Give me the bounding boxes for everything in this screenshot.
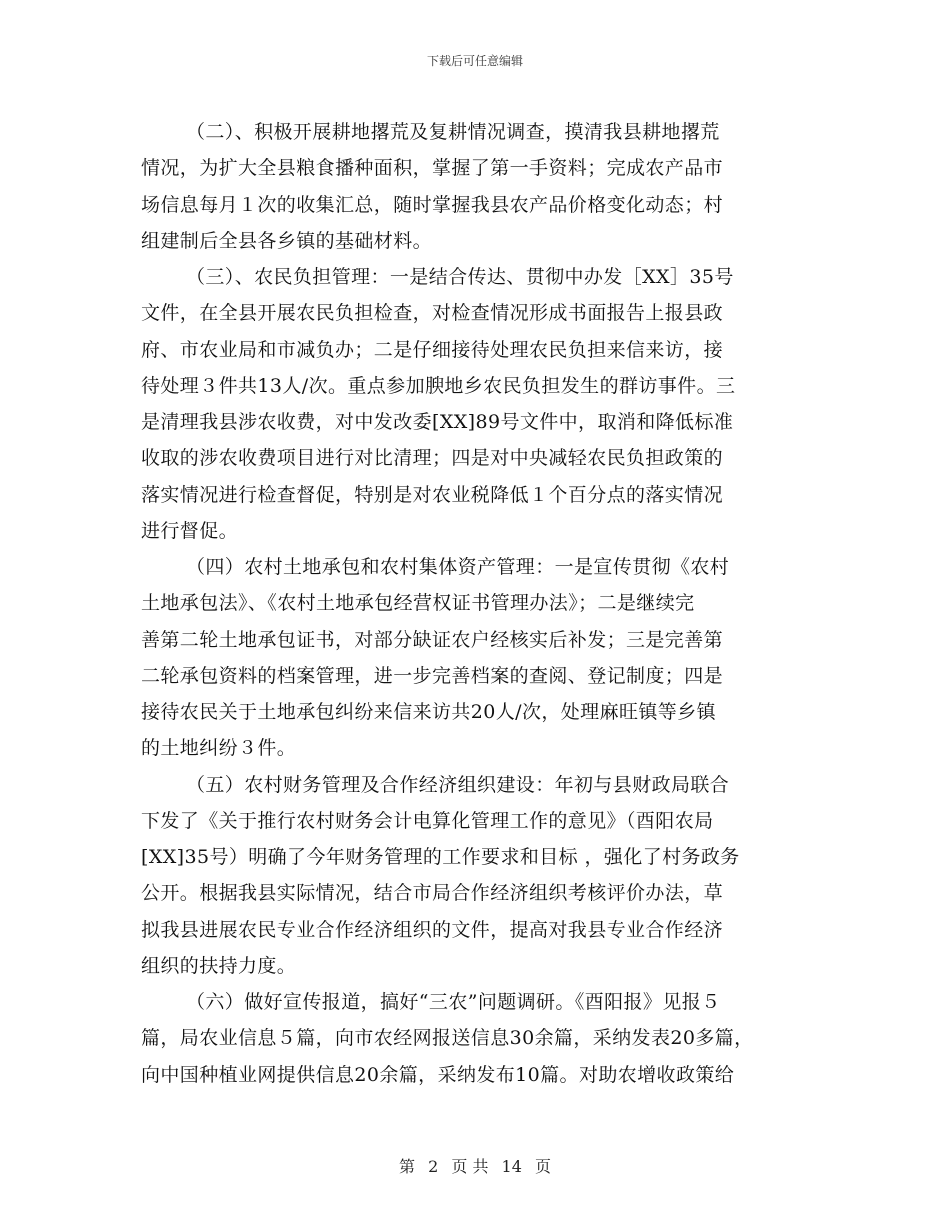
footer-suffix: 页	[535, 1157, 552, 1176]
text-line: 拟我县进展农民专业合作经济组织的文件，提高对我县专业合作经济	[141, 918, 724, 941]
text-line: 二轮承包资料的档案管理，进一步完善档案的查阅、登记制度；四是	[141, 664, 724, 687]
text-line: 收取的涉农收费项目进行对比清理；四是对中央减轻农民负担政策的	[141, 447, 724, 470]
text-line: 待处理３件共13人/次。重点参加腴地乡农民负担发生的群访事件。三	[141, 374, 736, 397]
text-line: 落实情况进行检查督促，特别是对农业税降低１个百分点的落实情况	[141, 483, 724, 506]
text-line: 进行督促。	[141, 519, 239, 542]
text-line: 土地承包法》、《农村土地承包经营权证书管理办法》；二是继续完	[141, 592, 695, 615]
paragraph-5	[141, 767, 821, 985]
total-page-count: 14	[501, 1157, 522, 1176]
text-line: （六）做好宣传报道，搞好“三农”问题调研。《酉阳报》见报５	[186, 991, 721, 1013]
text-line: 公开。根据我县实际情况，结合市局合作经济组织考核评价办法，草	[141, 882, 724, 905]
text-line: （五）农村财务管理及合作经济组织建设：年初与县财政局联合	[186, 773, 730, 796]
document-body	[141, 114, 821, 1093]
text-line: （四）农村土地承包和农村集体资产管理：一是宣传贯彻《农村	[186, 556, 730, 578]
text-line: （三）、农民负担管理：一是结合传达、贯彻中办发［XX］35号	[186, 266, 734, 288]
text-line: 篇，局农业信息５篇，向市农经网报送信息30余篇，采纳发表20多篇，	[141, 1027, 754, 1050]
text-line: 善第二轮土地承包证书，对部分缺证农户经核实后补发；三是完善第	[141, 628, 724, 651]
text-line: 文件，在全县开展农民负担检查，对检查情况形成书面报告上报县政	[141, 302, 724, 325]
text-line: 组织的扶持力度。	[141, 954, 297, 977]
page-footer	[0, 1154, 950, 1177]
text-line: 向中国种植业网提供信息20余篇，采纳发布10篇。对助农增收政策给	[141, 1063, 735, 1086]
page-header: 下载后可任意编辑	[426, 54, 523, 68]
paragraph-3	[141, 259, 821, 549]
text-line: 场信息每月１次的收集汇总，随时掌握我县农产品价格变化动态；村	[141, 193, 724, 216]
text-line: 组建制后全县各乡镇的基础材料。	[141, 229, 433, 252]
paragraph-4	[141, 549, 821, 767]
paragraph-6	[141, 984, 821, 1093]
text-line: 府、市农业局和市减负办；二是仔细接待处理农民负担来信来访，接	[141, 338, 724, 361]
paragraph-2	[141, 114, 821, 259]
text-line: 是清理我县涉农收费，对中发改委[XX]89号文件中，取消和降低标准	[141, 411, 734, 433]
text-line: [XX]35号）明确了今年财务管理的工作要求和目标 ，强化了村务政务	[141, 846, 740, 868]
text-line: 下发了《关于推行农村财务会计电算化管理工作的意见》（酉阳农局	[141, 809, 714, 832]
text-line: 接待农民关于土地承包纠纷来信来访共20人/次，处理麻旺镇等乡镇	[141, 701, 716, 723]
footer-prefix: 第	[398, 1157, 415, 1176]
text-line: 情况，为扩大全县粮食播种面积，掌握了第一手资料；完成农产品市	[141, 157, 724, 180]
text-line: （二）、积极开展耕地撂荒及复耕情况调查，摸清我县耕地撂荒	[186, 121, 720, 143]
text-line: 的土地纠纷３件。	[141, 737, 297, 760]
footer-middle: 页 共	[451, 1157, 489, 1176]
current-page-number: 2	[428, 1157, 439, 1176]
